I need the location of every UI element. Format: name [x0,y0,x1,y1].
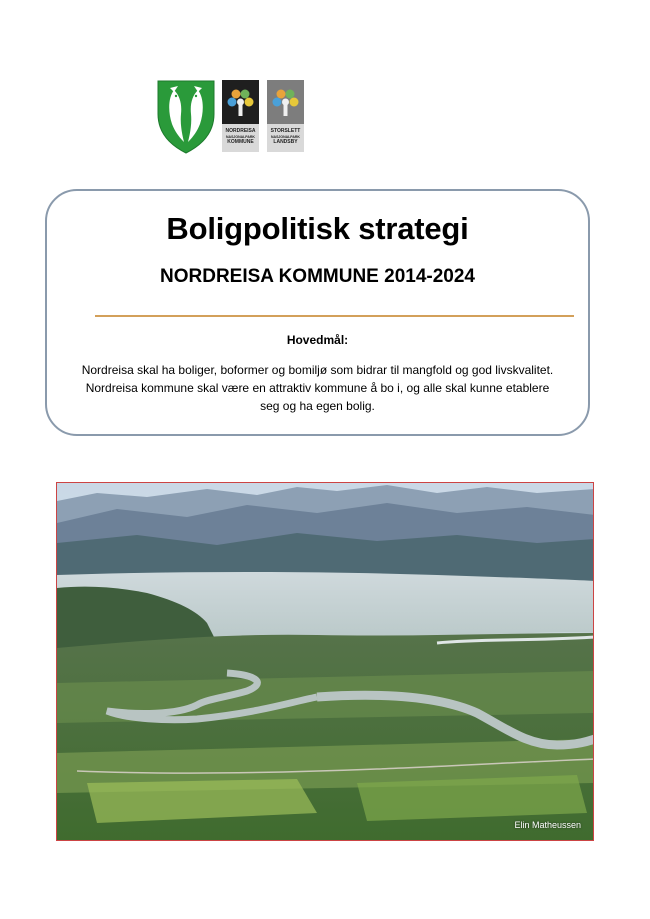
landsby-caption-line: STORSLETT [270,128,301,134]
kommune-caption-line: NORDREISA [225,128,256,134]
goal-line: seg og ha egen bolig. [260,399,375,413]
divider-rule [95,315,574,317]
goal-line: Nordreisa kommune skal være en attraktiv kommune å bo i, og alle skal kunne etablere [85,381,550,395]
document-subtitle: NORDREISA KOMMUNE 2014-2024 [160,266,475,287]
goal-heading: Hovedmål: [286,333,349,347]
landscape-photo [56,482,594,841]
photo-credit: Elin Matheussen [514,820,581,830]
document-title: Boligpolitisk strategi [166,211,469,246]
coat-of-arms-logo [156,80,216,154]
landsby-caption-line: NASJONALPARK [271,134,300,139]
goal-text [67,361,568,415]
title-box [45,189,590,436]
goal-line: Nordreisa skal ha boliger, boformer og bomiljø som bidrar til mangfold og god livskvalitet. [81,363,554,377]
storslett-landsby-logo [267,80,304,152]
kommune-caption-line: NASJONALPARK [226,134,255,139]
kommune-caption-line: KOMMUNE [227,139,254,145]
nordreisa-kommune-logo [222,80,259,152]
landsby-caption-line: LANDSBY [273,139,298,145]
